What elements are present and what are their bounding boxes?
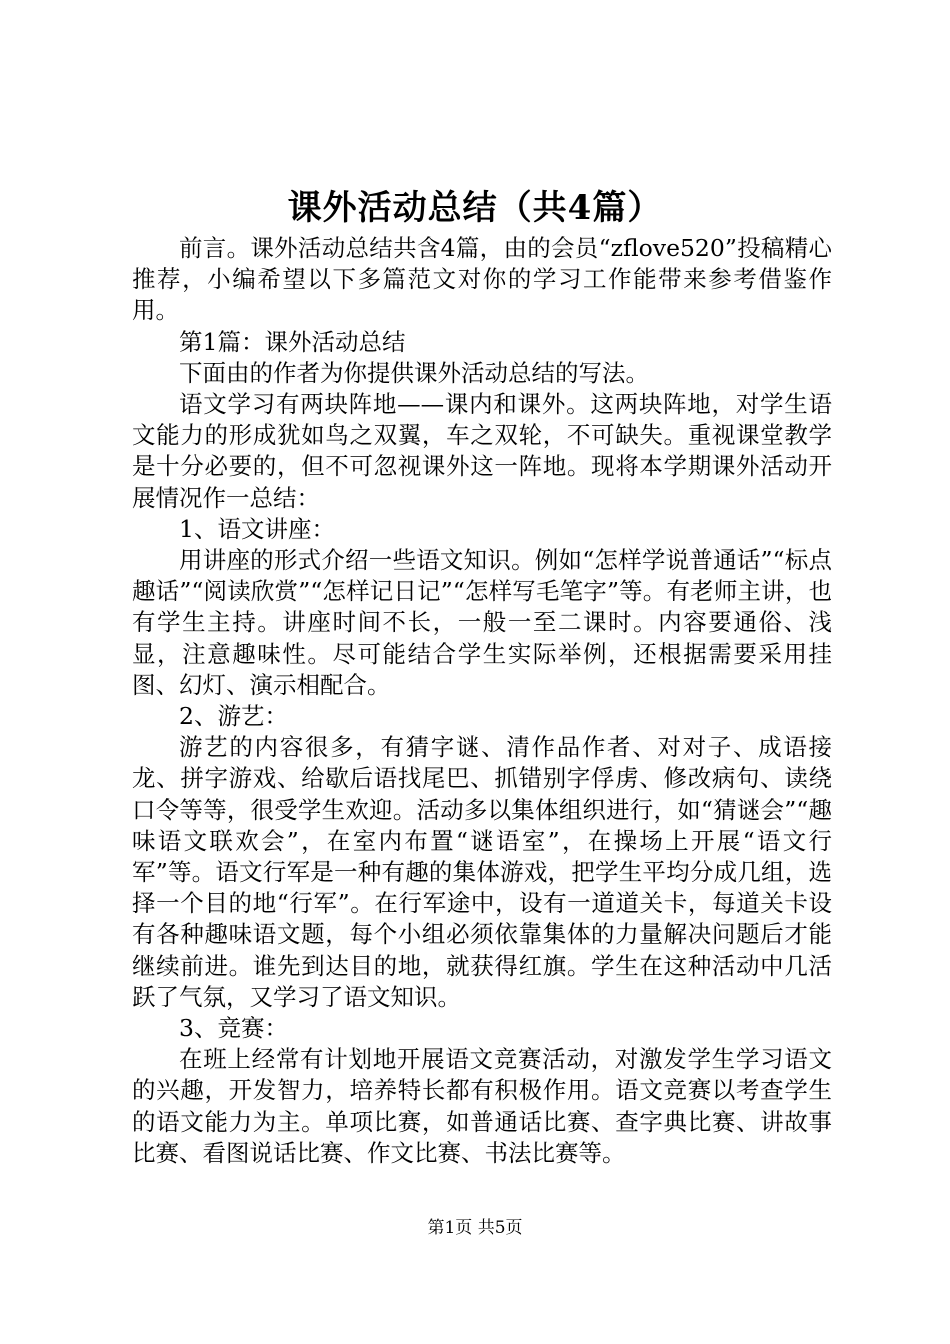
- subheading-competition: 3、竞赛：: [179, 1014, 288, 1043]
- paragraph-overview: 语文学习有两块阵地——课内和课外。这两块阵地，对学生语文能力的形成犹如鸟之双翼，车之双轮，不可缺失。重视课堂教学是十分必要的，但不可忽视课外这一阵地。现将本学期课外活动开展情况作一总结：: [132, 390, 832, 512]
- subheading-lecture: 1、语文讲座：: [179, 514, 335, 543]
- paragraph-preface: 前言。课外活动总结共含4篇，由的会员“zflove520”投稿精心推荐，小编希望以下多篇范文对你的学习工作能带来参考借鉴作用。: [132, 234, 832, 325]
- page-number: 第1页 共5页: [427, 1218, 523, 1238]
- section-heading: 第1篇：课外活动总结: [179, 327, 406, 356]
- document-body: [132, 233, 832, 1169]
- paragraph-competition: 在班上经常有计划地开展语文竞赛活动，对激发学生学习语文的兴趣，开发智力，培养特长都有积极作用。语文竞赛以考查学生的语文能力为主。单项比赛，如普通话比赛、查字典比赛、讲故事比赛、看图说话比赛、作文比赛、书法比赛等。: [132, 1045, 832, 1167]
- subheading-games: 2、游艺：: [179, 702, 288, 731]
- document-title: 课外活动总结（共4篇）: [287, 188, 663, 228]
- paragraph-games: 游艺的内容很多，有猜字谜、清作品作者、对对子、成语接龙、拼字游戏、给歇后语找尾巴、抓错别字俘虏、修改病句、读绕口令等等，很受学生欢迎。活动多以集体组织进行，如“猜谜会”“趣味语文联欢会”，在室内布置“谜语室”，在操场上开展“语文行军”等。语文行军是一种有趣的集体游戏，把学生平均分成几组，选择一个目的地“行军”。在行军途中，设有一道道关卡，每道关卡设有各种趣味语文题，每个小组必须依靠集体的力量解决问题后才能继续前进。谁先到达目的地，就获得红旗。学生在这种活动中几活跃了气氛，又学习了语文知识。: [132, 733, 832, 1011]
- paragraph-lecture: 用讲座的形式介绍一些语文知识。例如“怎样学说普通话”“标点趣话”“阅读欣赏”“怎样记日记”“怎样写毛笔字”等。有老师主讲，也有学生主持。讲座时间不长，一般一至二课时。内容要通俗、浅显，注意趣味性。尽可能结合学生实际举例，还根据需要采用挂图、幻灯、演示相配合。: [132, 546, 832, 699]
- paragraph-intro: 下面由的作者为你提供课外活动总结的写法。: [179, 358, 649, 387]
